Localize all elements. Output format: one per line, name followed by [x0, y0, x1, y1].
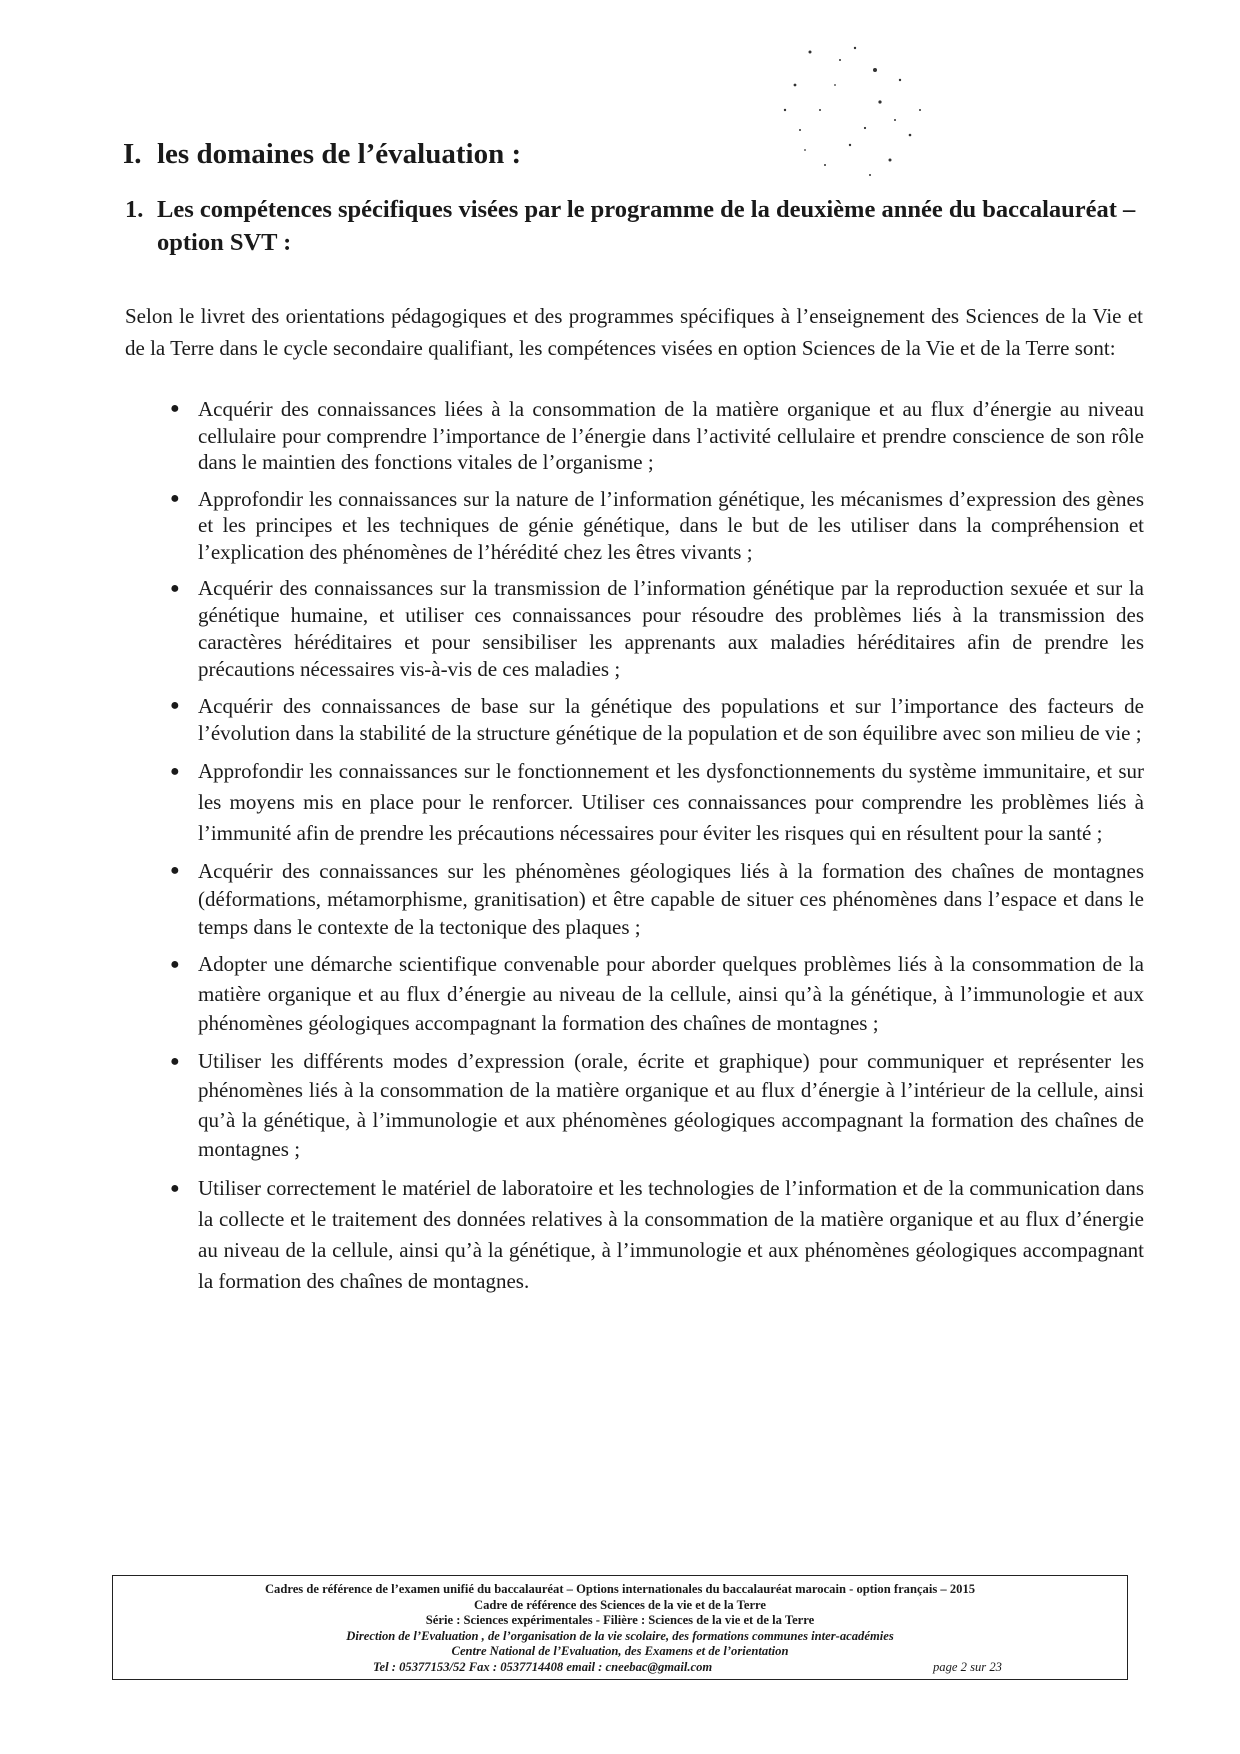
footer-contact-row — [113, 1660, 1127, 1676]
list-item: ● Utiliser les différents modes d’expression (orale, écrite et graphique) pour communiquer et représenter les phénomènes liés à la consommation de la matière organique et au flux d’énergie à l’intérieur de la cellule, ainsi qu’à la génétique, à l’immunologie et aux phénomènes géologiques accompagnant la formation des chaînes de montagnes ; — [170, 1048, 1144, 1161]
footer-centre: Centre National de l’Evaluation, des Examens et de l’orientation — [451, 1644, 789, 1659]
bullet-icon: ● — [170, 489, 180, 507]
intro-paragraph: Selon le livret des orientations pédagogiques et des programmes spécifiques à l’enseignement des Sciences de la Vie et de la Terre dans le cycle secondaire qualifiant, les compétences visées en option Sciences de la Vie et de la Terre sont: — [125, 304, 1143, 360]
list-item: ● Acquérir des connaissances de base sur la génétique des populations et sur l’importance des facteurs de l’évolution dans la stabilité de la structure génétique de la population et de son équilibre avec son milieu de vie ; — [170, 694, 1144, 745]
footer-series: Série : Sciences expérimentales - Filière : Sciences de la vie et de la Terre — [425, 1613, 815, 1628]
list-item: ● Acquérir des connaissances sur les phénomènes géologiques liés à la formation des chaînes de montagnes (déformations, métamorphisme, granitisation) et être capable de situer ces phénomènes dans l’espace et dans le temps dans le contexte de la tectonique des plaques ; — [170, 859, 1144, 939]
subsection-heading — [125, 193, 1155, 259]
bullet-icon: ● — [170, 956, 180, 973]
subsection-number: 1. — [125, 196, 144, 223]
footer-contact: Tel : 05377153/52 Fax : 0537714408 email : cneebac@gmail.com — [373, 1659, 713, 1674]
footer-exam-title: Cadres de référence de l’examen unifié du baccalauréat – Options internationales du baccalauréat marocain - option français – 2015 — [264, 1582, 976, 1596]
competences-list — [160, 396, 1144, 1297]
section-heading — [123, 138, 521, 171]
faded-stamp — [780, 40, 980, 190]
bullet-icon: ● — [170, 862, 180, 879]
list-item: ● Adopter une démarche scientifique convenable pour aborder quelques problèmes liés à la consommation de la matière organique et au flux d’énergie au niveau de la cellule, ainsi qu’à la génétique, à l’immunologie et aux phénomènes géologiques accompagnant la formation des chaînes de montagnes ; — [170, 952, 1144, 1035]
page-footer — [112, 1575, 1128, 1680]
bullet-icon: ● — [170, 697, 180, 714]
section-number: I. — [123, 138, 142, 170]
bullet-icon: ● — [170, 1179, 180, 1197]
bullet-icon: ● — [170, 580, 180, 597]
bullet-icon: ● — [170, 400, 180, 417]
list-item: ● Utiliser correctement le matériel de laboratoire et les technologies de l’information et de la communication dans la collecte et le traitement des données relatives à la consommation de la matière organique et au flux d’énergie au niveau de la cellule, ainsi qu’à la génétique, à l’immunologie et aux phénomènes géologiques accompagnant la formation des chaînes de montagnes. — [160, 1173, 1144, 1297]
footer-direction: Direction de l’Evaluation , de l’organisation de la vie scolaire, des formations communes inter-académies — [346, 1628, 894, 1643]
bullet-icon: ● — [170, 1052, 180, 1070]
bullet-icon: ● — [170, 763, 180, 780]
list-item: ● Acquérir des connaissances liées à la consommation de la matière organique et au flux d’énergie au niveau cellulaire pour comprendre l’importance de l’énergie dans l’activité cellulaire et prendre conscience de son rôle dans le maintien des fonctions vitales de l’organisme ; — [170, 397, 1144, 474]
footer-framework: Cadre de référence des Sciences de la vie et de la Terre — [473, 1597, 767, 1612]
list-item: ● Acquérir des connaissances sur la transmission de l’information génétique par la reproduction sexuée et sur la génétique humaine, et utiliser ces connaissances pour résoudre des problèmes liés à la transmission des caractères héréditaires et pour sensibiliser les apprenants aux maladies héréditaires afin de prendre les précautions nécessaires vis-à-vis de ces maladies ; — [170, 576, 1144, 681]
list-item: ● Approfondir les connaissances sur le fonctionnement et les dysfonctionnements du système immunitaire, et sur les moyens mis en place pour le renforcer. Utiliser ces connaissances pour comprendre les problèmes liés à l’immunité afin de prendre les précautions nécessaires pour éviter les risques qui en résultent pour la santé ; — [160, 756, 1144, 849]
section-title: les domaines de l’évaluation : — [157, 138, 522, 170]
subsection-title: Les compétences spécifiques visées par le programme de la deuxième année du baccalauréat – option SVT : — [157, 196, 1136, 256]
list-item: ● Approfondir les connaissances sur la nature de l’information génétique, les mécanismes d’expression des gènes et les principes et les techniques de génie génétique, dans le but de les utiliser dans la compréhension et l’explication des phénomènes de l’hérédité chez les êtres vivants ; — [170, 486, 1144, 564]
page-number: page 2 sur 23 — [933, 1659, 1002, 1674]
